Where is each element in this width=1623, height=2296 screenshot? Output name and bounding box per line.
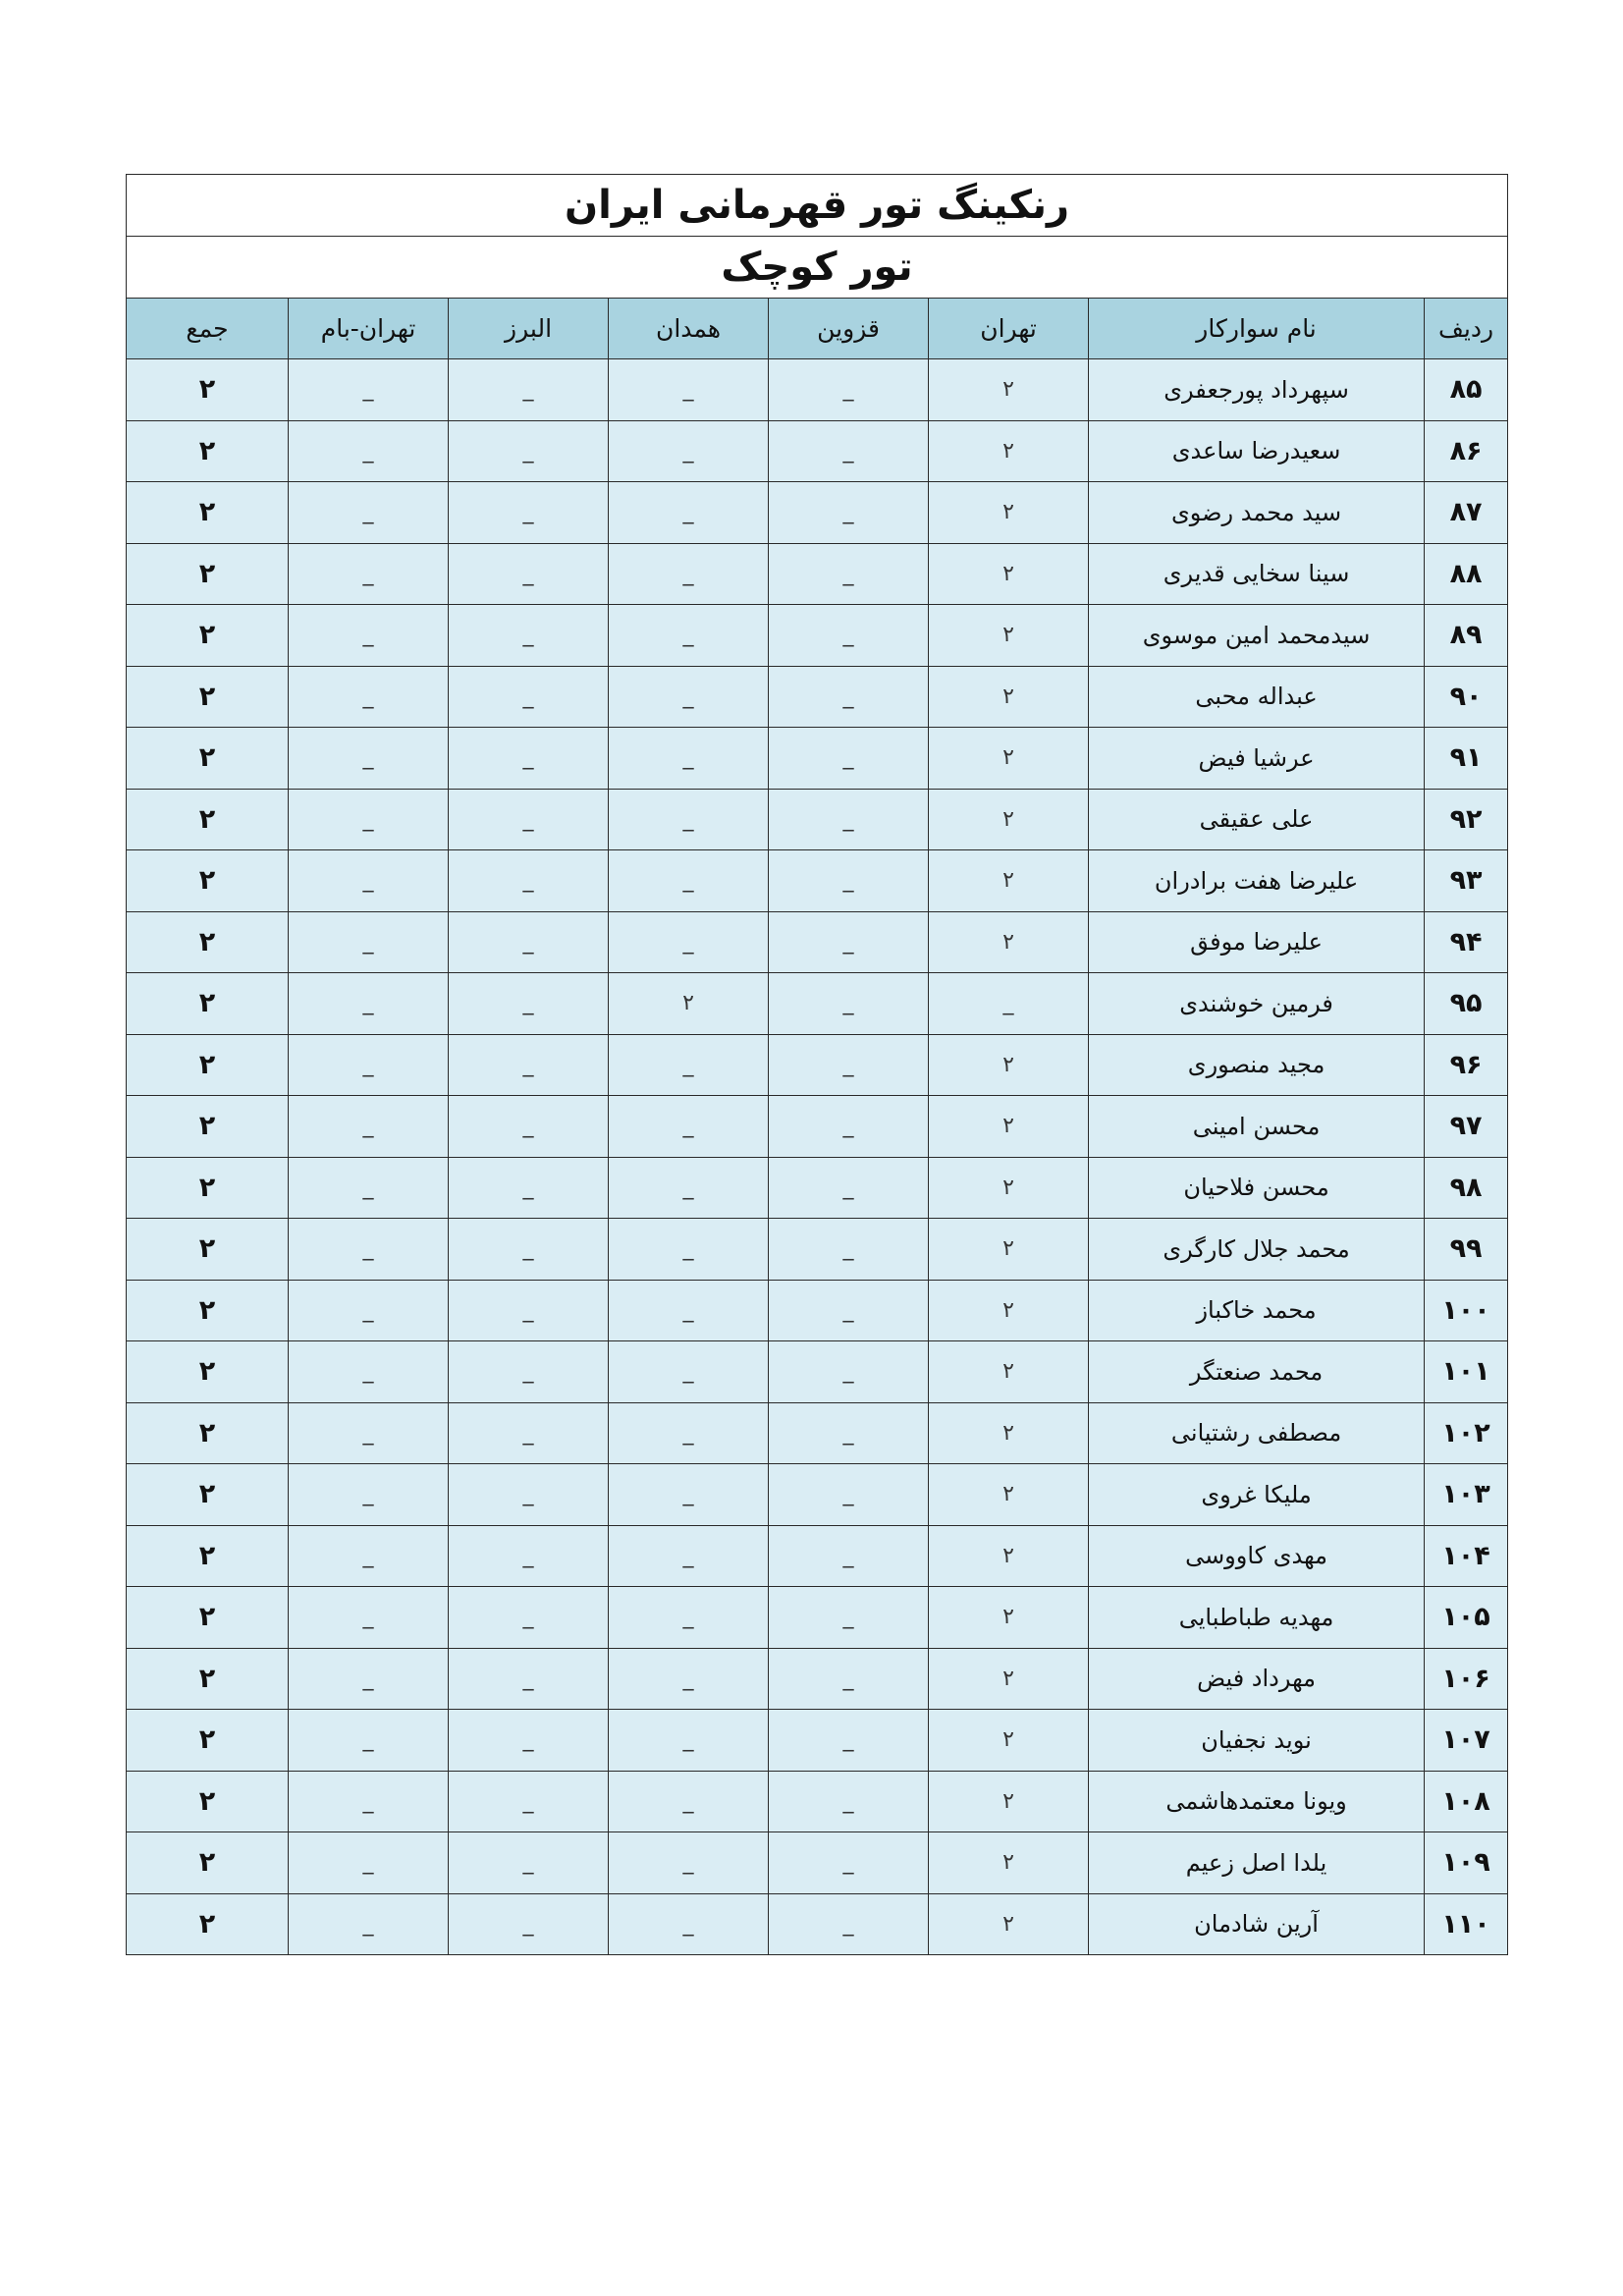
cell-rider-name: سید محمد رضوی [1089, 482, 1425, 544]
cell-qazvin: _ [769, 1219, 929, 1281]
cell-rank: ۱۰۸ [1425, 1771, 1508, 1832]
table-row [127, 1893, 1508, 1955]
cell-total: ۲ [127, 728, 289, 790]
cell-total: ۲ [127, 543, 289, 605]
cell-rank: ۱۱۰ [1425, 1893, 1508, 1955]
table-row [127, 543, 1508, 605]
cell-total: ۲ [127, 1525, 289, 1587]
cell-alborz: _ [449, 1648, 609, 1710]
cell-tehran-bam: _ [289, 1341, 449, 1403]
cell-hamedan: _ [609, 605, 769, 667]
cell-rider-name: محسن فلاحیان [1089, 1157, 1425, 1219]
cell-rank: ۱۰۶ [1425, 1648, 1508, 1710]
cell-rank: ۸۹ [1425, 605, 1508, 667]
cell-hamedan: _ [609, 1219, 769, 1281]
cell-hamedan: _ [609, 911, 769, 973]
subtitle-row [127, 237, 1508, 299]
cell-total: ۲ [127, 1832, 289, 1894]
cell-hamedan: _ [609, 420, 769, 482]
table-row [127, 973, 1508, 1035]
cell-alborz: _ [449, 789, 609, 850]
cell-total: ۲ [127, 789, 289, 850]
cell-alborz: _ [449, 850, 609, 912]
cell-tehran-bam: _ [289, 1157, 449, 1219]
cell-rank: ۹۵ [1425, 973, 1508, 1035]
cell-qazvin: _ [769, 605, 929, 667]
cell-hamedan: _ [609, 482, 769, 544]
cell-hamedan: _ [609, 1096, 769, 1158]
cell-qazvin: _ [769, 973, 929, 1035]
header-total: جمع [127, 299, 289, 359]
table-row [127, 1157, 1508, 1219]
table-row [127, 420, 1508, 482]
cell-rider-name: سعیدرضا ساعدی [1089, 420, 1425, 482]
cell-rank: ۱۰۵ [1425, 1587, 1508, 1649]
cell-qazvin: _ [769, 850, 929, 912]
cell-rank: ۹۴ [1425, 911, 1508, 973]
header-tehran-bam: تهران-بام [289, 299, 449, 359]
cell-tehran-bam: _ [289, 1587, 449, 1649]
cell-tehran-bam: _ [289, 789, 449, 850]
table-row [127, 1710, 1508, 1772]
cell-qazvin: _ [769, 1587, 929, 1649]
cell-total: ۲ [127, 1464, 289, 1526]
cell-total: ۲ [127, 359, 289, 421]
cell-rider-name: مهرداد فیض [1089, 1648, 1425, 1710]
cell-tehran: ۲ [929, 1587, 1089, 1649]
cell-rider-name: سینا سخایی قدیری [1089, 543, 1425, 605]
table-row [127, 1832, 1508, 1894]
cell-alborz: _ [449, 1157, 609, 1219]
cell-tehran-bam: _ [289, 1034, 449, 1096]
cell-tehran-bam: _ [289, 482, 449, 544]
cell-alborz: _ [449, 1280, 609, 1341]
cell-rank: ۹۰ [1425, 666, 1508, 728]
cell-hamedan: _ [609, 1157, 769, 1219]
cell-alborz: _ [449, 1464, 609, 1526]
cell-tehran-bam: _ [289, 1893, 449, 1955]
cell-tehran-bam: _ [289, 1464, 449, 1526]
cell-tehran-bam: _ [289, 1280, 449, 1341]
cell-qazvin: _ [769, 1402, 929, 1464]
cell-tehran: ۲ [929, 1525, 1089, 1587]
cell-alborz: _ [449, 911, 609, 973]
cell-tehran: ۲ [929, 482, 1089, 544]
cell-tehran-bam: _ [289, 420, 449, 482]
title-row [127, 175, 1508, 237]
header-rank: ردیف [1425, 299, 1508, 359]
cell-alborz: _ [449, 482, 609, 544]
cell-hamedan: _ [609, 1587, 769, 1649]
cell-hamedan: _ [609, 1525, 769, 1587]
cell-tehran-bam: _ [289, 666, 449, 728]
cell-total: ۲ [127, 1034, 289, 1096]
cell-rank: ۱۰۲ [1425, 1402, 1508, 1464]
cell-qazvin: _ [769, 1893, 929, 1955]
cell-hamedan: ۲ [609, 973, 769, 1035]
cell-rider-name: مصطفی رشتیانی [1089, 1402, 1425, 1464]
cell-total: ۲ [127, 1096, 289, 1158]
table-row [127, 1280, 1508, 1341]
cell-alborz: _ [449, 1832, 609, 1894]
cell-hamedan: _ [609, 1710, 769, 1772]
cell-hamedan: _ [609, 543, 769, 605]
cell-hamedan: _ [609, 1402, 769, 1464]
header-qazvin: قزوین [769, 299, 929, 359]
header-name: نام سوارکار [1089, 299, 1425, 359]
table-row [127, 1341, 1508, 1403]
cell-qazvin: _ [769, 543, 929, 605]
cell-qazvin: _ [769, 1832, 929, 1894]
cell-tehran-bam: _ [289, 359, 449, 421]
cell-rider-name: مهدی کاووسی [1089, 1525, 1425, 1587]
cell-rank: ۱۰۱ [1425, 1341, 1508, 1403]
cell-rider-name: ملیکا غروی [1089, 1464, 1425, 1526]
cell-total: ۲ [127, 605, 289, 667]
cell-alborz: _ [449, 420, 609, 482]
cell-total: ۲ [127, 1587, 289, 1649]
cell-total: ۲ [127, 1402, 289, 1464]
table-row [127, 1587, 1508, 1649]
cell-tehran-bam: _ [289, 1832, 449, 1894]
cell-tehran-bam: _ [289, 1648, 449, 1710]
cell-qazvin: _ [769, 1648, 929, 1710]
cell-rank: ۱۰۷ [1425, 1710, 1508, 1772]
cell-rank: ۸۵ [1425, 359, 1508, 421]
cell-tehran-bam: _ [289, 1402, 449, 1464]
cell-tehran: ۲ [929, 1893, 1089, 1955]
cell-qazvin: _ [769, 1341, 929, 1403]
cell-qazvin: _ [769, 1280, 929, 1341]
cell-alborz: _ [449, 973, 609, 1035]
cell-alborz: _ [449, 359, 609, 421]
cell-tehran-bam: _ [289, 1771, 449, 1832]
cell-alborz: _ [449, 1525, 609, 1587]
cell-tehran: ۲ [929, 420, 1089, 482]
cell-total: ۲ [127, 973, 289, 1035]
cell-qazvin: _ [769, 1525, 929, 1587]
cell-tehran: ۲ [929, 1648, 1089, 1710]
table-row [127, 1648, 1508, 1710]
cell-tehran: ۲ [929, 1341, 1089, 1403]
cell-qazvin: _ [769, 1710, 929, 1772]
cell-tehran-bam: _ [289, 973, 449, 1035]
table-row [127, 1219, 1508, 1281]
cell-total: ۲ [127, 850, 289, 912]
cell-tehran: ۲ [929, 1219, 1089, 1281]
cell-rider-name: فرمین خوشندی [1089, 973, 1425, 1035]
cell-alborz: _ [449, 543, 609, 605]
cell-hamedan: _ [609, 728, 769, 790]
cell-tehran-bam: _ [289, 1219, 449, 1281]
cell-qazvin: _ [769, 911, 929, 973]
table-row [127, 1034, 1508, 1096]
cell-total: ۲ [127, 1648, 289, 1710]
cell-rider-name: علیرضا هفت برادران [1089, 850, 1425, 912]
cell-total: ۲ [127, 1341, 289, 1403]
cell-rank: ۸۸ [1425, 543, 1508, 605]
cell-tehran: ۲ [929, 850, 1089, 912]
cell-alborz: _ [449, 1219, 609, 1281]
cell-rider-name: محسن امینی [1089, 1096, 1425, 1158]
cell-qazvin: _ [769, 1771, 929, 1832]
cell-tehran-bam: _ [289, 1525, 449, 1587]
cell-tehran-bam: _ [289, 728, 449, 790]
header-hamedan: همدان [609, 299, 769, 359]
cell-tehran: ۲ [929, 789, 1089, 850]
cell-alborz: _ [449, 1587, 609, 1649]
cell-rank: ۹۷ [1425, 1096, 1508, 1158]
cell-alborz: _ [449, 666, 609, 728]
cell-rider-name: سپهرداد پورجعفری [1089, 359, 1425, 421]
cell-rider-name: مهدیه طباطبایی [1089, 1587, 1425, 1649]
cell-tehran: ۲ [929, 1096, 1089, 1158]
table-row [127, 359, 1508, 421]
cell-total: ۲ [127, 1893, 289, 1955]
table-row [127, 1464, 1508, 1526]
cell-hamedan: _ [609, 666, 769, 728]
cell-qazvin: _ [769, 1464, 929, 1526]
cell-hamedan: _ [609, 1341, 769, 1403]
cell-qazvin: _ [769, 482, 929, 544]
cell-rider-name: محمد جلال کارگری [1089, 1219, 1425, 1281]
cell-total: ۲ [127, 1710, 289, 1772]
cell-rank: ۹۲ [1425, 789, 1508, 850]
cell-alborz: _ [449, 1341, 609, 1403]
table-row [127, 605, 1508, 667]
cell-tehran-bam: _ [289, 605, 449, 667]
page-title: رنکینگ تور قهرمانی ایران [127, 175, 1508, 237]
cell-tehran: ۲ [929, 543, 1089, 605]
cell-tehran: ۲ [929, 728, 1089, 790]
cell-hamedan: _ [609, 850, 769, 912]
cell-tehran: ۲ [929, 1157, 1089, 1219]
cell-tehran: ۲ [929, 1832, 1089, 1894]
cell-tehran-bam: _ [289, 911, 449, 973]
cell-alborz: _ [449, 1096, 609, 1158]
cell-total: ۲ [127, 420, 289, 482]
cell-alborz: _ [449, 728, 609, 790]
table-row [127, 728, 1508, 790]
cell-hamedan: _ [609, 1034, 769, 1096]
table-row [127, 666, 1508, 728]
cell-alborz: _ [449, 1402, 609, 1464]
cell-qazvin: _ [769, 1096, 929, 1158]
cell-rider-name: علی عقیقی [1089, 789, 1425, 850]
cell-total: ۲ [127, 482, 289, 544]
cell-alborz: _ [449, 605, 609, 667]
cell-qazvin: _ [769, 420, 929, 482]
cell-rank: ۱۰۰ [1425, 1280, 1508, 1341]
header-row [127, 299, 1508, 359]
cell-rank: ۹۸ [1425, 1157, 1508, 1219]
cell-total: ۲ [127, 1280, 289, 1341]
table-row [127, 1771, 1508, 1832]
cell-rank: ۸۶ [1425, 420, 1508, 482]
cell-rider-name: سیدمحمد امین موسوی [1089, 605, 1425, 667]
table-row [127, 1096, 1508, 1158]
cell-rank: ۹۹ [1425, 1219, 1508, 1281]
cell-hamedan: _ [609, 789, 769, 850]
cell-rider-name: محمد صنعتگر [1089, 1341, 1425, 1403]
cell-tehran: ۲ [929, 1771, 1089, 1832]
cell-hamedan: _ [609, 1771, 769, 1832]
cell-rank: ۹۶ [1425, 1034, 1508, 1096]
table-row [127, 911, 1508, 973]
cell-tehran-bam: _ [289, 1096, 449, 1158]
cell-alborz: _ [449, 1771, 609, 1832]
cell-rider-name: محمد خاکباز [1089, 1280, 1425, 1341]
cell-rank: ۱۰۳ [1425, 1464, 1508, 1526]
cell-hamedan: _ [609, 359, 769, 421]
cell-tehran: ۲ [929, 1710, 1089, 1772]
cell-rank: ۱۰۹ [1425, 1832, 1508, 1894]
cell-qazvin: _ [769, 1034, 929, 1096]
cell-rider-name: ویونا معتمدهاشمی [1089, 1771, 1425, 1832]
header-alborz: البرز [449, 299, 609, 359]
cell-hamedan: _ [609, 1280, 769, 1341]
cell-alborz: _ [449, 1710, 609, 1772]
cell-tehran-bam: _ [289, 543, 449, 605]
cell-tehran: ۲ [929, 1280, 1089, 1341]
table-row [127, 482, 1508, 544]
cell-total: ۲ [127, 1771, 289, 1832]
cell-hamedan: _ [609, 1832, 769, 1894]
cell-tehran: ۲ [929, 1402, 1089, 1464]
ranking-table [126, 174, 1508, 1955]
cell-tehran: ۲ [929, 605, 1089, 667]
cell-total: ۲ [127, 1219, 289, 1281]
cell-rider-name: عبداله محبی [1089, 666, 1425, 728]
cell-rider-name: علیرضا موفق [1089, 911, 1425, 973]
cell-hamedan: _ [609, 1648, 769, 1710]
cell-qazvin: _ [769, 359, 929, 421]
header-tehran: تهران [929, 299, 1089, 359]
cell-qazvin: _ [769, 789, 929, 850]
cell-rider-name: نوید نجفیان [1089, 1710, 1425, 1772]
cell-hamedan: _ [609, 1893, 769, 1955]
cell-tehran: ۲ [929, 1464, 1089, 1526]
cell-rank: ۸۷ [1425, 482, 1508, 544]
cell-rider-name: عرشیا فیض [1089, 728, 1425, 790]
cell-tehran-bam: _ [289, 850, 449, 912]
cell-alborz: _ [449, 1034, 609, 1096]
cell-rank: ۹۳ [1425, 850, 1508, 912]
table-row [127, 789, 1508, 850]
cell-rider-name: مجید منصوری [1089, 1034, 1425, 1096]
cell-tehran: ۲ [929, 911, 1089, 973]
cell-rank: ۱۰۴ [1425, 1525, 1508, 1587]
cell-hamedan: _ [609, 1464, 769, 1526]
cell-alborz: _ [449, 1893, 609, 1955]
table-row [127, 1525, 1508, 1587]
cell-tehran: _ [929, 973, 1089, 1035]
cell-tehran: ۲ [929, 1034, 1089, 1096]
cell-rider-name: آرین شادمان [1089, 1893, 1425, 1955]
cell-rank: ۹۱ [1425, 728, 1508, 790]
cell-tehran: ۲ [929, 666, 1089, 728]
cell-qazvin: _ [769, 1157, 929, 1219]
cell-qazvin: _ [769, 666, 929, 728]
table-row [127, 1402, 1508, 1464]
cell-tehran: ۲ [929, 359, 1089, 421]
cell-total: ۲ [127, 911, 289, 973]
table-row [127, 850, 1508, 912]
page-subtitle: تور کوچک [127, 237, 1508, 299]
cell-total: ۲ [127, 666, 289, 728]
cell-rider-name: یلدا اصل زعیم [1089, 1832, 1425, 1894]
cell-qazvin: _ [769, 728, 929, 790]
cell-total: ۲ [127, 1157, 289, 1219]
cell-tehran-bam: _ [289, 1710, 449, 1772]
